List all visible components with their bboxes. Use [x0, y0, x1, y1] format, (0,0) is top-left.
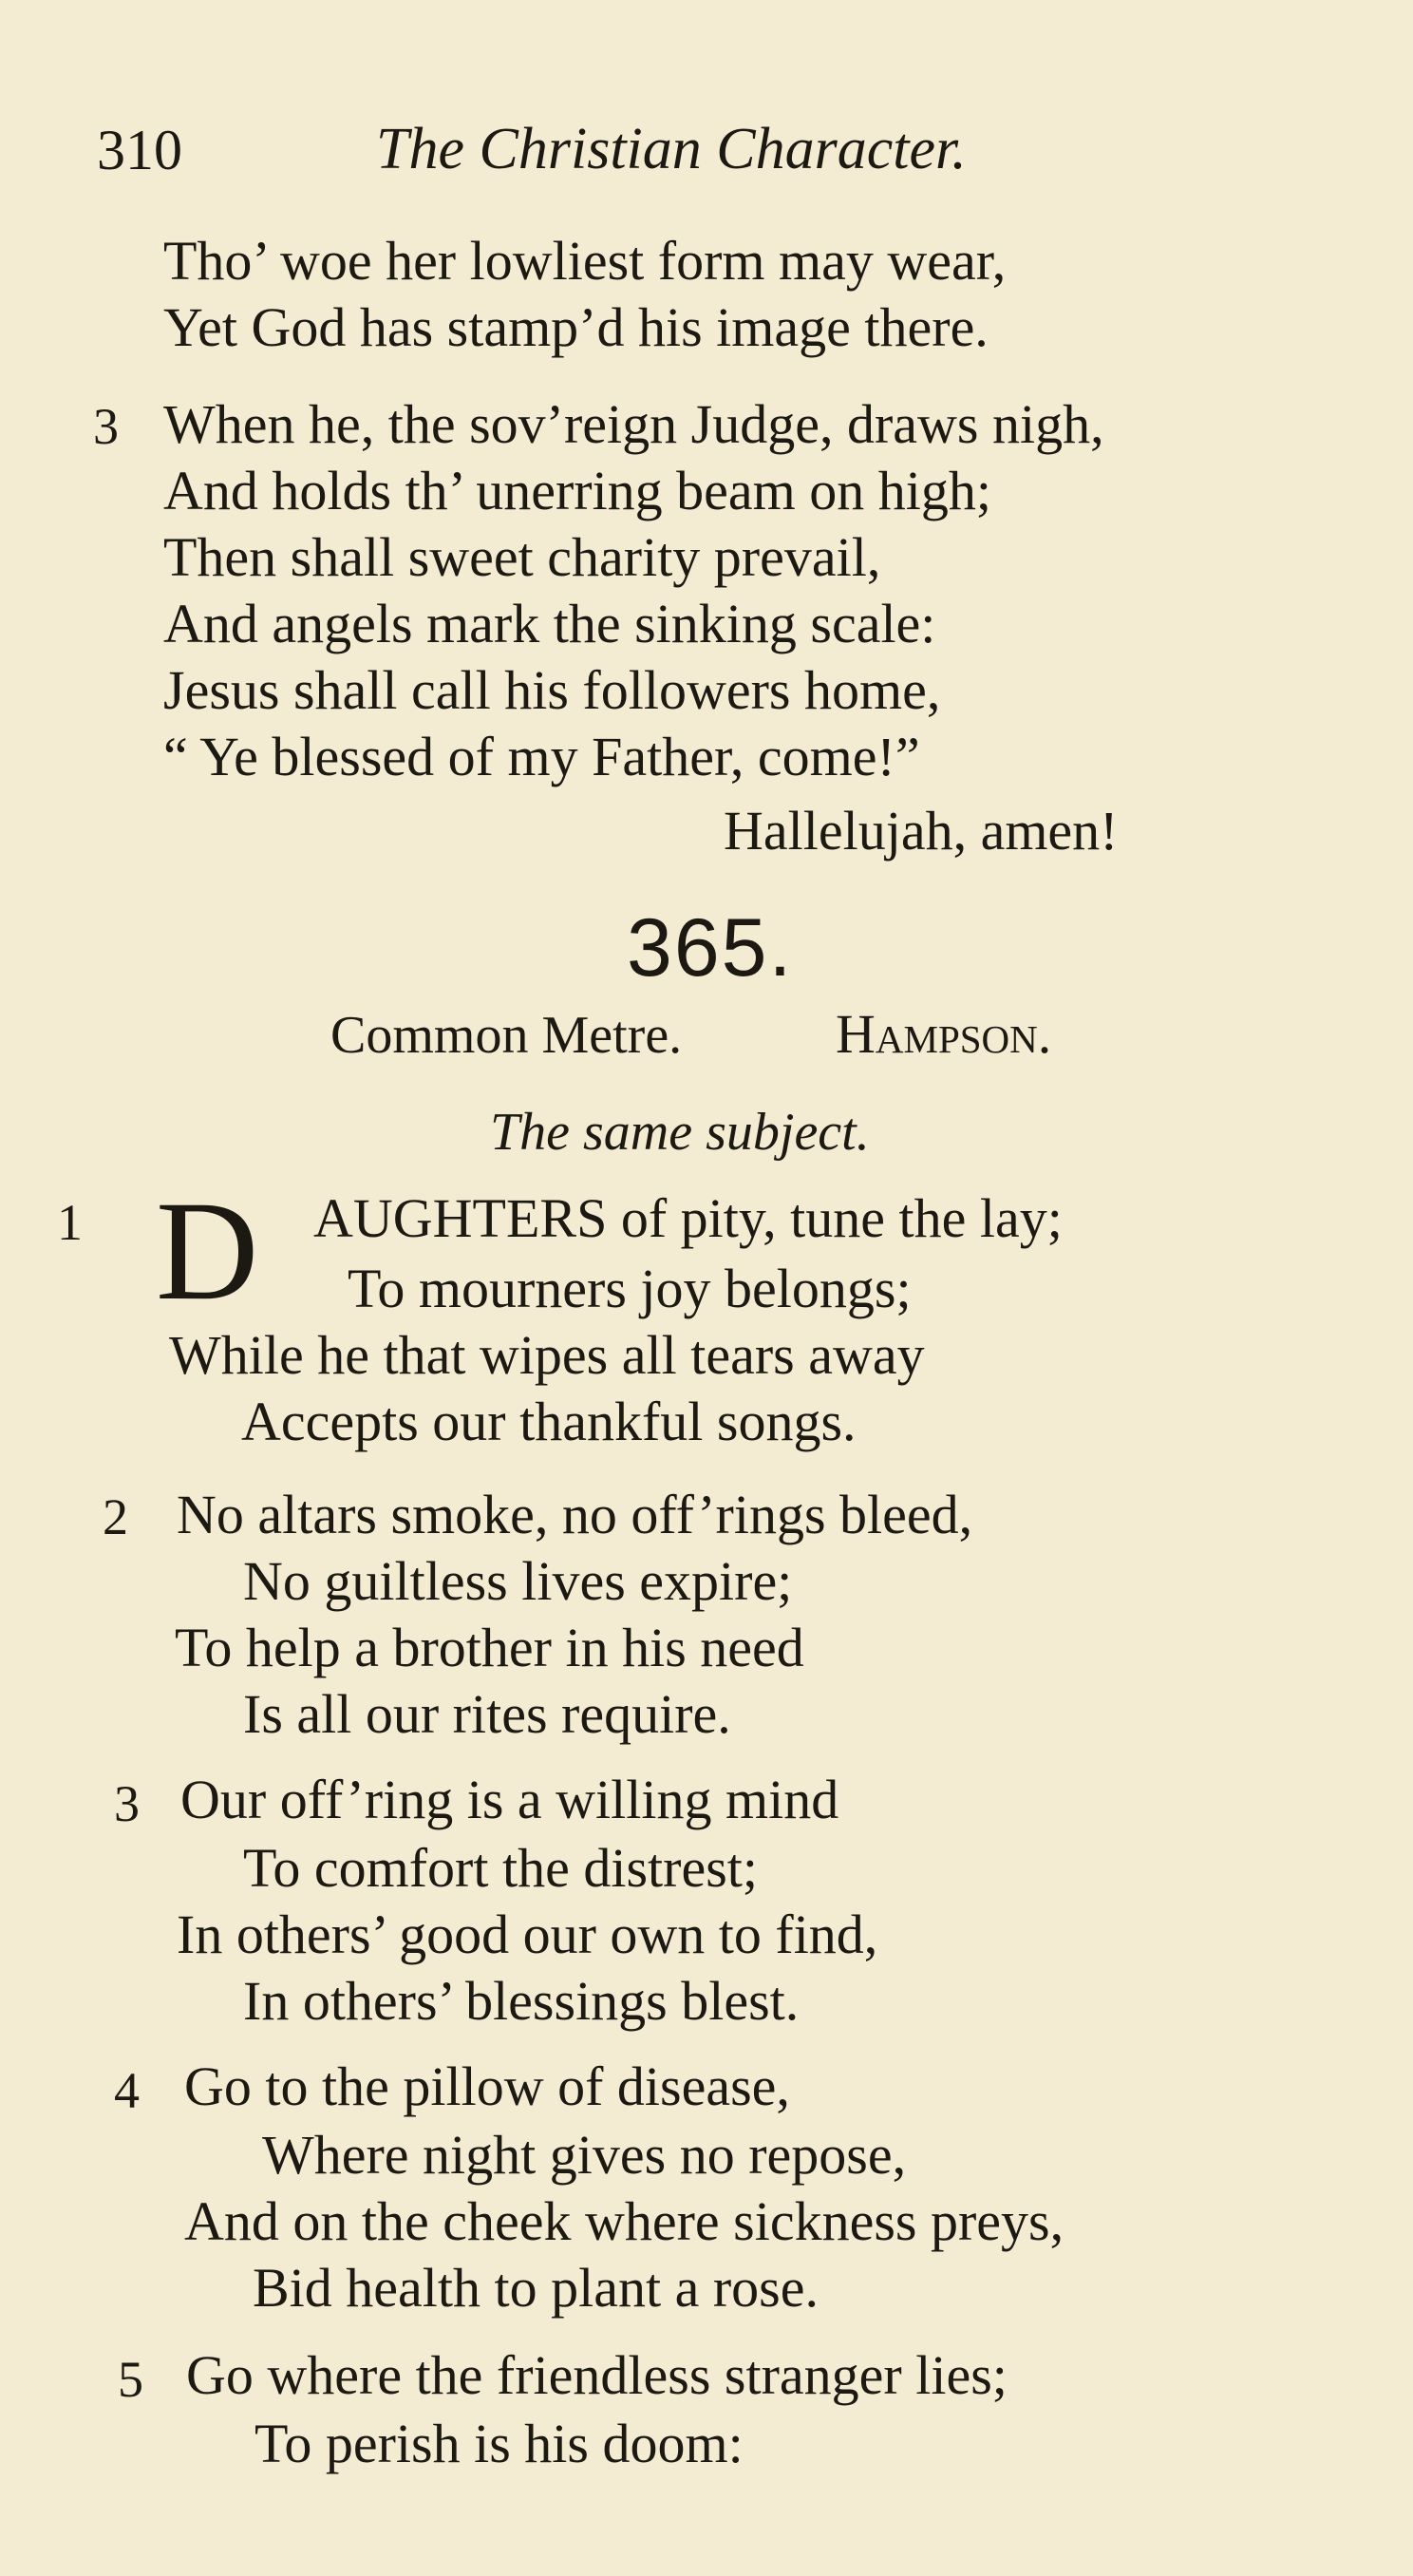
stanza-number: 1 [57, 1194, 83, 1251]
stanza-line: AUGHTERS of pity, tune the lay; [313, 1187, 1063, 1249]
prev-hymn-line: Tho’ woe her lowliest form may wear, [163, 230, 1007, 292]
stanza-number: 2 [103, 1488, 128, 1545]
page-number: 310 [97, 119, 182, 181]
stanza-line: Is all our rites require. [243, 1683, 731, 1745]
prev-hymn-line: “ Ye blessed of my Father, come!” [163, 726, 920, 787]
prev-hymn-line: Yet God has stamp’d his image there. [163, 296, 989, 358]
stanza-line: While he that wipes all tears away [169, 1324, 925, 1386]
stanza-line: No guiltless lives expire; [243, 1550, 793, 1612]
stanza-line: Our off’ring is a willing mind [180, 1769, 839, 1830]
hymn-metre: Common Metre. [330, 1006, 683, 1065]
stanza-line: In others’ blessings blest. [243, 1970, 800, 2032]
stanza-line: No altars smoke, no off’rings bleed, [177, 1484, 973, 1545]
stanza-line: To mourners joy belongs; [348, 1258, 912, 1319]
hymn-author: Hampson. [836, 1003, 1052, 1065]
prev-hymn-line: And angels mark the sinking scale: [163, 593, 936, 654]
stanza-line: Go where the friendless stranger lies; [186, 2344, 1008, 2406]
prev-hymn-line: When he, the sov’reign Judge, draws nigh, [163, 393, 1104, 455]
stanza-line: And on the cheek where sickness preys, [184, 2190, 1064, 2252]
prev-hymn-line: Then shall sweet charity prevail, [163, 526, 881, 588]
hymn-number: 365. [627, 902, 794, 994]
stanza-number: 5 [118, 2351, 143, 2408]
stanza-line: To help a brother in his need [175, 1617, 804, 1678]
stanza-line: In others’ good our own to find, [177, 1904, 878, 1965]
stanza-number: 3 [114, 1775, 140, 1832]
stanza-line: To perish is his doom: [254, 2413, 744, 2474]
stanza-line: Go to the pillow of disease, [184, 2055, 790, 2117]
prev-hymn-line: Jesus shall call his followers home, [163, 659, 941, 721]
stanza-number: 4 [114, 2062, 140, 2119]
hymn-subject: The same subject. [490, 1103, 870, 1162]
drop-cap: D [156, 1172, 259, 1330]
prev-hymn-line: And holds th’ unerring beam on high; [163, 460, 992, 521]
stanza-line: Bid health to plant a rose. [253, 2257, 819, 2319]
stanza-line: Where night gives no repose, [262, 2124, 907, 2186]
stanza-number: 3 [93, 398, 119, 455]
stanza-line: Accepts our thankful songs. [241, 1391, 857, 1452]
running-title: The Christian Character. [376, 117, 967, 181]
stanza-line: To comfort the distrest; [243, 1837, 758, 1899]
closing-line: Hallelujah, amen! [724, 800, 1119, 862]
